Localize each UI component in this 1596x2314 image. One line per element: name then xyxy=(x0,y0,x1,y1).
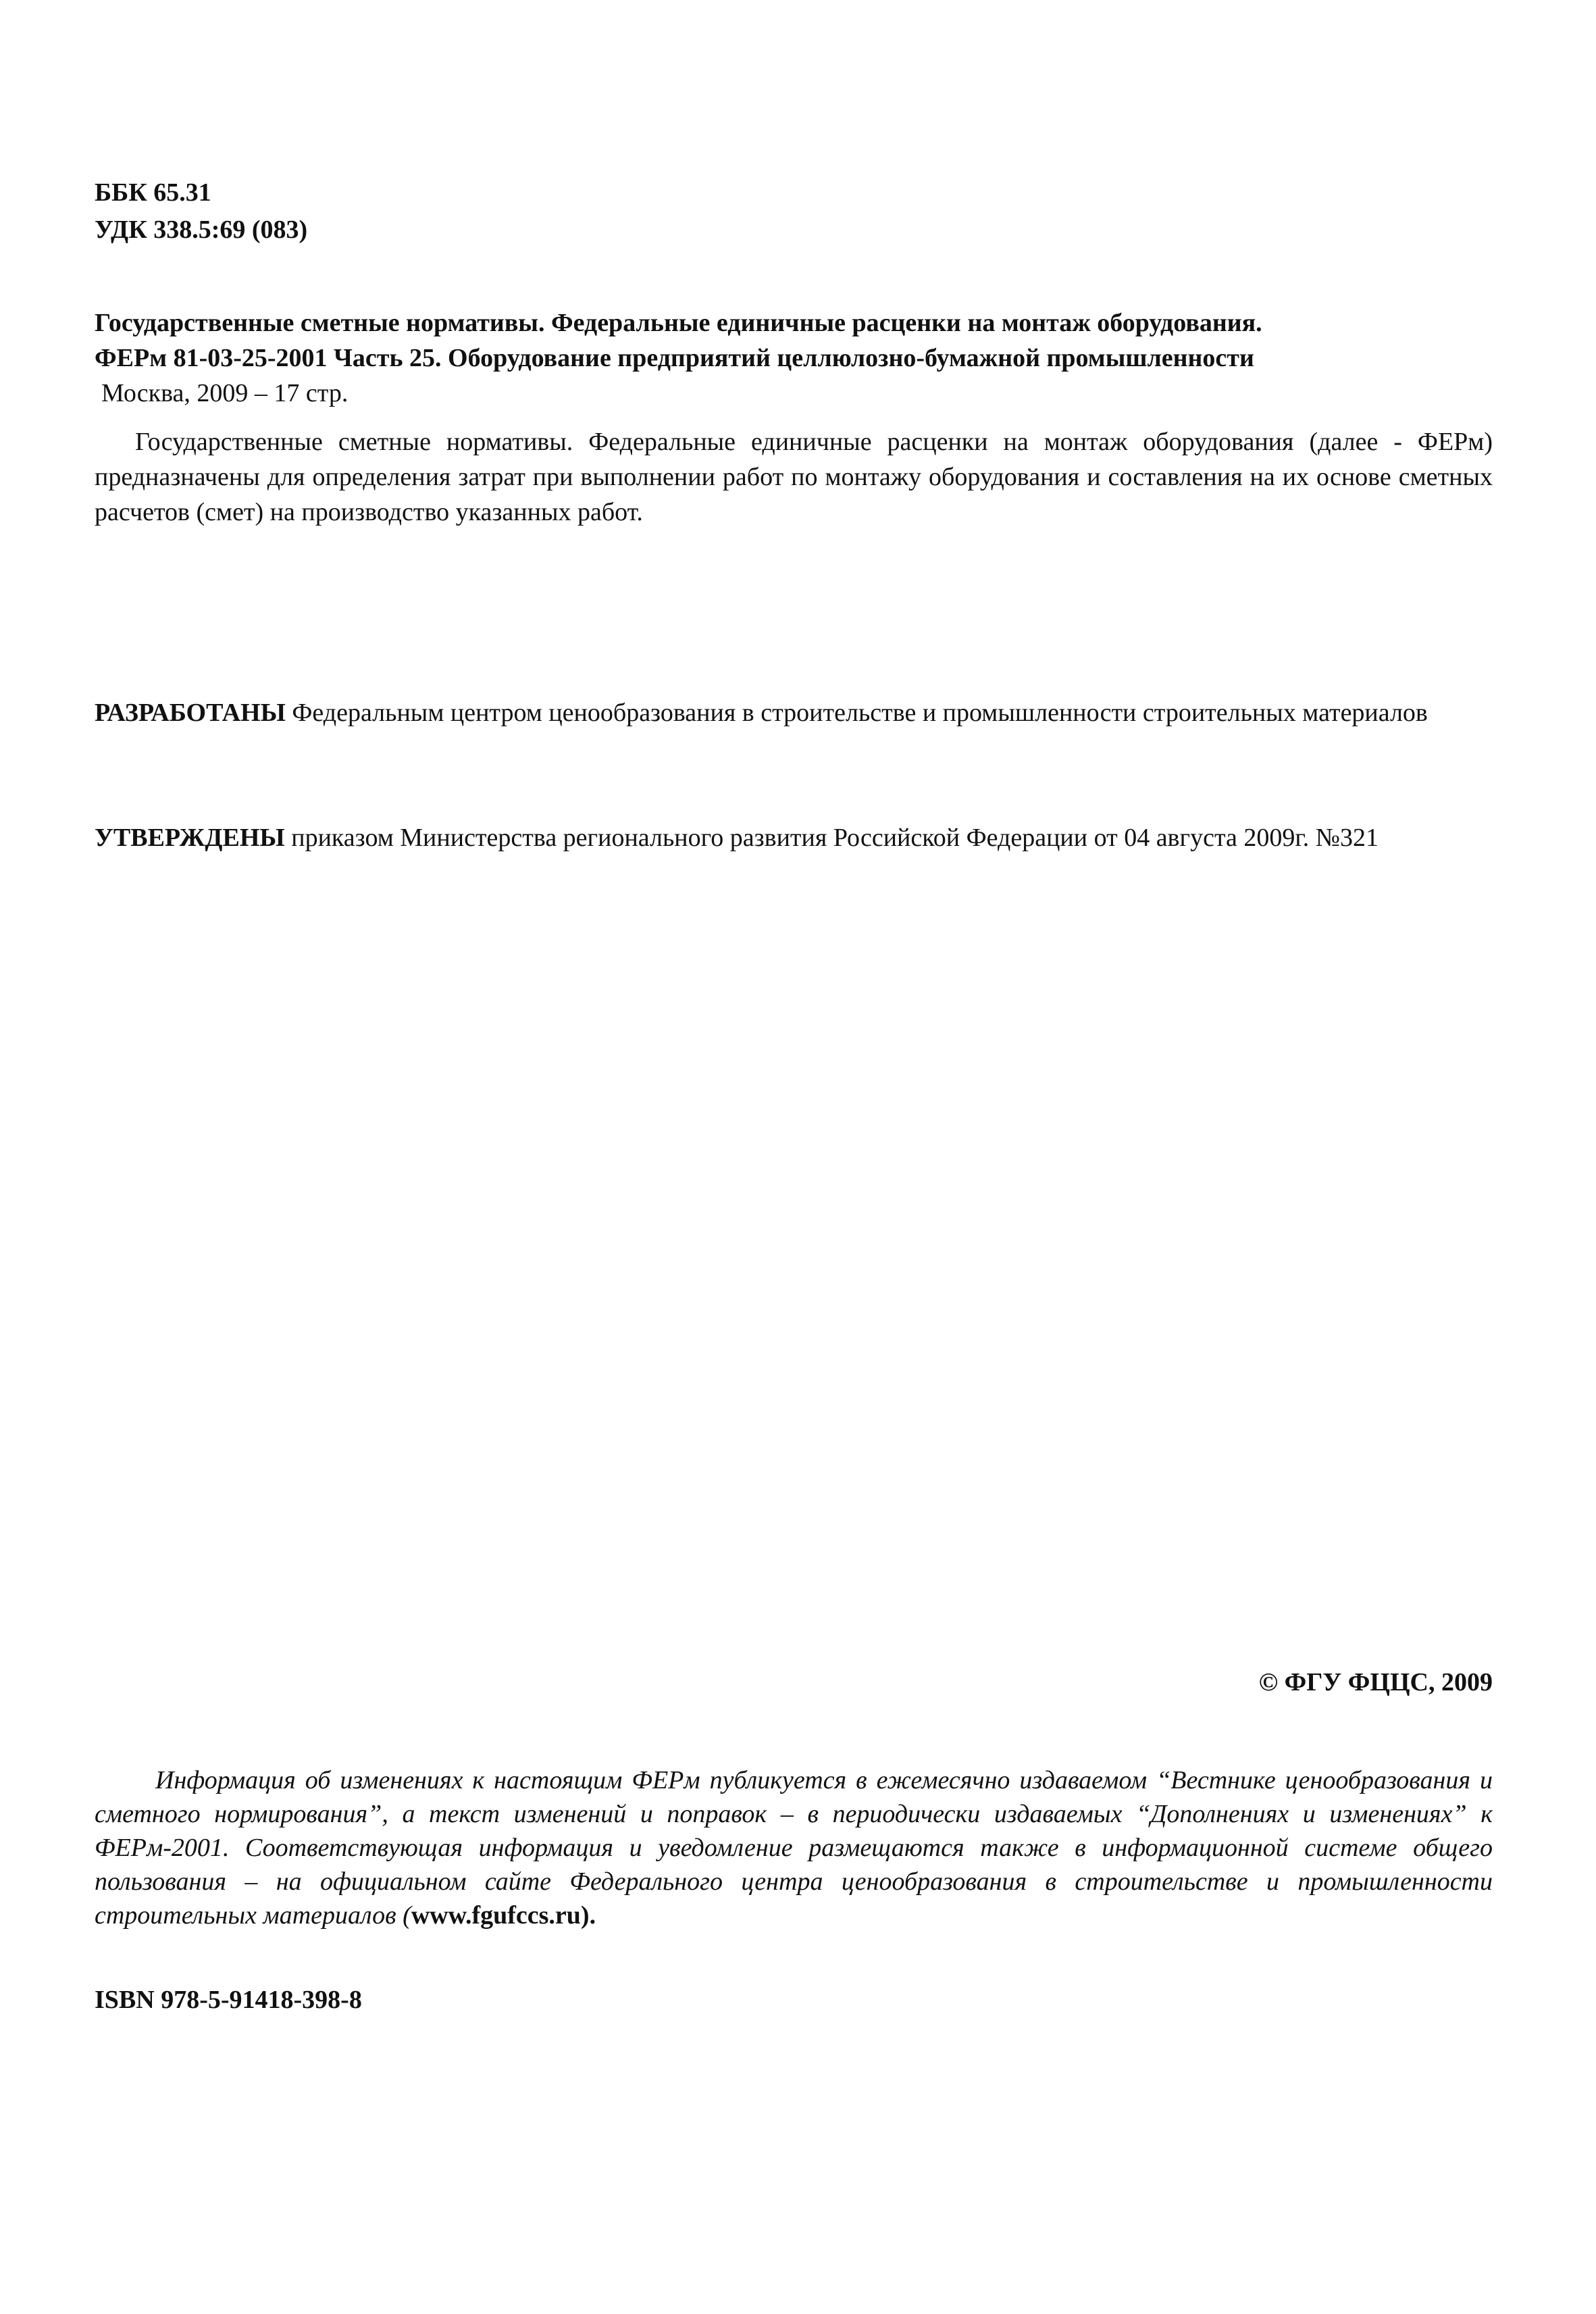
info-text: Информация об изменениях к настоящим ФЕРм публикуется в ежемесячно издаваемом “Вестнике ценообразования и сметного нормирования”, а текст изменений и поправок – в периодически издаваемых “Дополнениях и изменениях” к ФЕРм-2001. Соответствующая информация и уведомление размещаются также в информационной системе общего пользования – на официальном сайте Федерального центра ценообразования в строительстве и промышленности строительных материалов ( xyxy=(95,1766,1493,1930)
copyright: © ФГУ ФЦЦС, 2009 xyxy=(1258,1668,1493,1696)
city-year: Москва, 2009 – 17 стр. xyxy=(101,379,349,407)
classification-codes xyxy=(95,174,1493,249)
developed-by xyxy=(95,696,1493,730)
developed-label: РАЗРАБОТАНЫ xyxy=(95,699,286,727)
website-link[interactable]: www.fgufccs.ru). xyxy=(411,1901,596,1930)
approved-text: приказом Министерства регионального развития Российской Федерации от 04 августа 2009г. №321 xyxy=(291,824,1379,852)
title-line-1: Государственные сметные нормативы. Федеральные единичные расценки на монтаж оборудования. xyxy=(95,309,1262,337)
intro-paragraph: Государственные сметные нормативы. Федеральные единичные расценки на монтаж оборудования (далее - ФЕРм) предназначены для определения затрат при выполнении работ по монтажу оборудования и составления на их основе сметных расчетов (смет) на производство указанных работ. xyxy=(95,428,1493,526)
info-paragraph xyxy=(95,1763,1493,1932)
approved-by xyxy=(95,821,1493,855)
approved-label: УТВЕРЖДЕНЫ xyxy=(95,824,285,852)
title-line-2: ФЕРм 81-03-25-2001 Часть 25. Оборудование предприятий целлюлозно-бумажной промышленности xyxy=(95,344,1254,372)
bbk-code: ББК 65.31 xyxy=(95,178,211,207)
document-title xyxy=(95,305,1493,411)
isbn: ISBN 978-5-91418-398-8 xyxy=(95,1986,362,2014)
udk-code: УДК 338.5:69 (083) xyxy=(95,216,308,244)
developed-text: Федеральным центром ценообразования в строительстве и промышленности строительных материалов xyxy=(292,699,1428,727)
